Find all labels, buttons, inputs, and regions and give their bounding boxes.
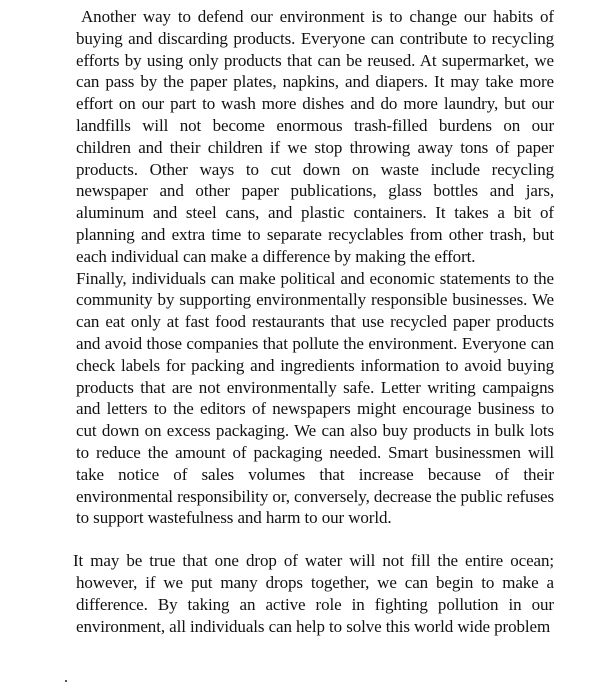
paragraph-conclusion: It may be true that one drop of water will not fill the entire ocean; however, if we put many drops together, we can begin to make a difference. By taking an active role in fighting pollution in our environment, all individuals can help to solve this world wide problem [73,551,554,636]
stray-mark [65,680,67,682]
document-body [73,6,554,637]
paragraph-political-economic: Finally, individuals can make political and economic statements to the community by supporting environmentally responsible businesses. We can eat only at fast food restaurants that use recycled paper products and avoid those companies that pollute the environment. Everyone can check labels for packing and ingredients information to avoid buying products that are not environmentally safe. Letter writing campaigns and letters to the editors of newspapers might encourage business to cut down on excess packaging. We can also buy products in bulk lots to reduce the amount of packaging needed. Smart businessmen will take notice of sales volumes that increase because of their environmental responsibility or, conversely, decrease the public refuses to support wastefulness and harm to our world. [76,268,554,528]
paragraph-buying-habits: Another way to defend our environment is to change our habits of buying and discarding products. Everyone can contribute to recycling efforts by using only products that can be reused. At supermarket, we can pass by the paper plates, napkins, and diapers. It may take more effort on our part to wash more dishes and do more laundry, but our landfills will not become enormous trash-filled burdens on our children and their children if we stop throwing away tons of paper products. Other ways to cut down on waste include recycling newspaper and other paper publications, glass bottles and jars, aluminum and steel cans, and plastic containers. It takes a bit of planning and extra time to separate recyclables from other trash, but each individual can make a difference by making the effort. [76,7,554,266]
